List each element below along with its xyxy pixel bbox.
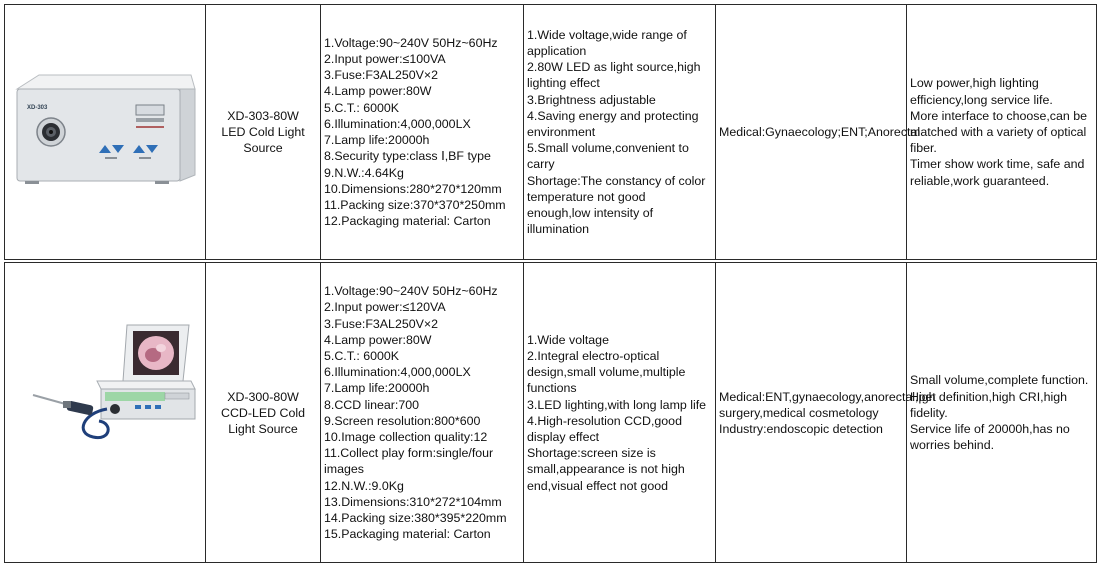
spec-item: 3.Fuse:F3AL250V×2 [324,68,439,83]
product-name-line: XD-300-80W [227,389,299,404]
product-image-cell [5,5,206,260]
spec-item: 4.Lamp power:80W [324,332,432,347]
xd-300-ccd-light-source-image [5,263,206,558]
product-application-cell [716,5,921,260]
spec-item: 4.Lamp power:80W [324,84,432,99]
spec-item: 8.CCD linear:700 [324,397,420,412]
spec-item: 15.Packaging material: Carton [324,527,491,542]
spec-item: 1.Voltage:90~240V 50Hz~60Hz [324,35,498,50]
spec-item: 2.Input power:≤120VA [324,300,446,315]
spec-item: 2.Input power:≤100VA [324,52,446,67]
spec-item: 6.Illumination:4,000,000LX [324,365,471,380]
product-name-line: XD-303-80W [227,108,299,123]
product-image-cell [5,263,206,563]
product-features-cell [524,5,716,260]
product-row [5,5,1097,260]
feature-item: 2.Integral electro-optical design,small volume,multiple functions [527,348,686,396]
spec-item: 7.Lamp life:20000h [324,133,430,148]
advantage-item: Timer show work time, safe and reliable,work guaranteed. [910,157,1085,188]
spec-item: 10.Dimensions:280*270*120mm [324,181,502,196]
spec-item: 12.N.W.:9.0Kg [324,478,404,493]
product-advantages-cell [907,263,1097,563]
product-name-cell [206,5,321,260]
device-model-label: XD-303 [27,105,48,111]
feature-item: 3.LED lighting,with long lamp life [527,397,707,412]
spec-item: 9.N.W.:4.64Kg [324,165,404,180]
product-application-cell [716,263,936,563]
spec-item: 8.Security type:class Ⅰ,BF type [324,149,491,164]
product-spec-table [4,4,1097,563]
advantage-item: More interface to choose,can be matched with a variety of optical fiber. [910,108,1088,156]
product-row [5,263,1097,563]
feature-item: 4.Saving energy and protecting environment [527,108,699,139]
product-specs-cell [321,5,524,260]
advantage-item: Low power,high lighting efficiency,long service life. [910,76,1053,107]
feature-item: 1.Wide voltage [527,332,609,347]
spec-item: 5.C.T.: 6000K [324,348,400,363]
spec-item: 12.Packaging material: Carton [324,214,491,229]
advantage-item: Service life of 20000h,has no worries behind. [910,421,1070,453]
feature-item: 4.High-resolution CCD,good display effect [527,413,682,444]
feature-shortage: Shortage:screen size is small,appearance is not high end,visual effect not good [527,446,685,493]
spec-item: 9.Screen resolution:800*600 [324,413,481,428]
spec-item: 13.Dimensions:310*272*104mm [324,494,502,509]
feature-item: 3.Brightness adjustable [527,92,656,107]
product-name-line: CCD-LED Cold [221,405,305,420]
product-specs-cell [321,263,524,563]
feature-item: 1.Wide voltage,wide range of application [527,27,687,58]
spec-item: 1.Voltage:90~240V 50Hz~60Hz [324,284,498,299]
spec-item: 3.Fuse:F3AL250V×2 [324,316,439,331]
feature-shortage: Shortage:The constancy of color temperature not good enough,low intensity of illumination [527,173,706,237]
product-name-line: LED Cold Light [221,125,305,139]
product-name-cell [206,263,321,563]
spec-item: 6.Illumination:4,000,000LX [324,116,471,131]
advantage-item: High definition,high CRI,high fidelity. [910,389,1068,420]
feature-item: 2.80W LED as light source,high lighting effect [527,60,701,91]
spec-item: 14.Packing size:380*395*220mm [324,511,507,526]
spec-item: 10.Image collection quality:12 [324,430,488,444]
spec-item: 11.Collect play form:single/four images [324,446,494,477]
application-item: Industry:endoscopic detection [719,421,883,436]
application-item: Medical:ENT,gynaecology,anorectal,pet surgery,medical cosmetology [719,389,936,420]
product-name-line: Source [243,141,283,156]
product-features-cell [524,263,716,563]
application-item: Medical:Gynaecology;ENT;Anorectal [719,125,921,139]
spec-item: 11.Packing size:370*370*250mm [324,197,506,212]
advantage-item: Small volume,complete function. [910,373,1089,388]
feature-item: 5.Small volume,convenient to carry [527,141,689,172]
product-advantages-cell [907,5,1097,260]
product-name-line: Light Source [228,421,298,436]
spec-item: 7.Lamp life:20000h [324,381,430,396]
spec-item: 5.C.T.: 6000K [324,100,400,115]
xd-303-light-source-image [5,5,206,255]
